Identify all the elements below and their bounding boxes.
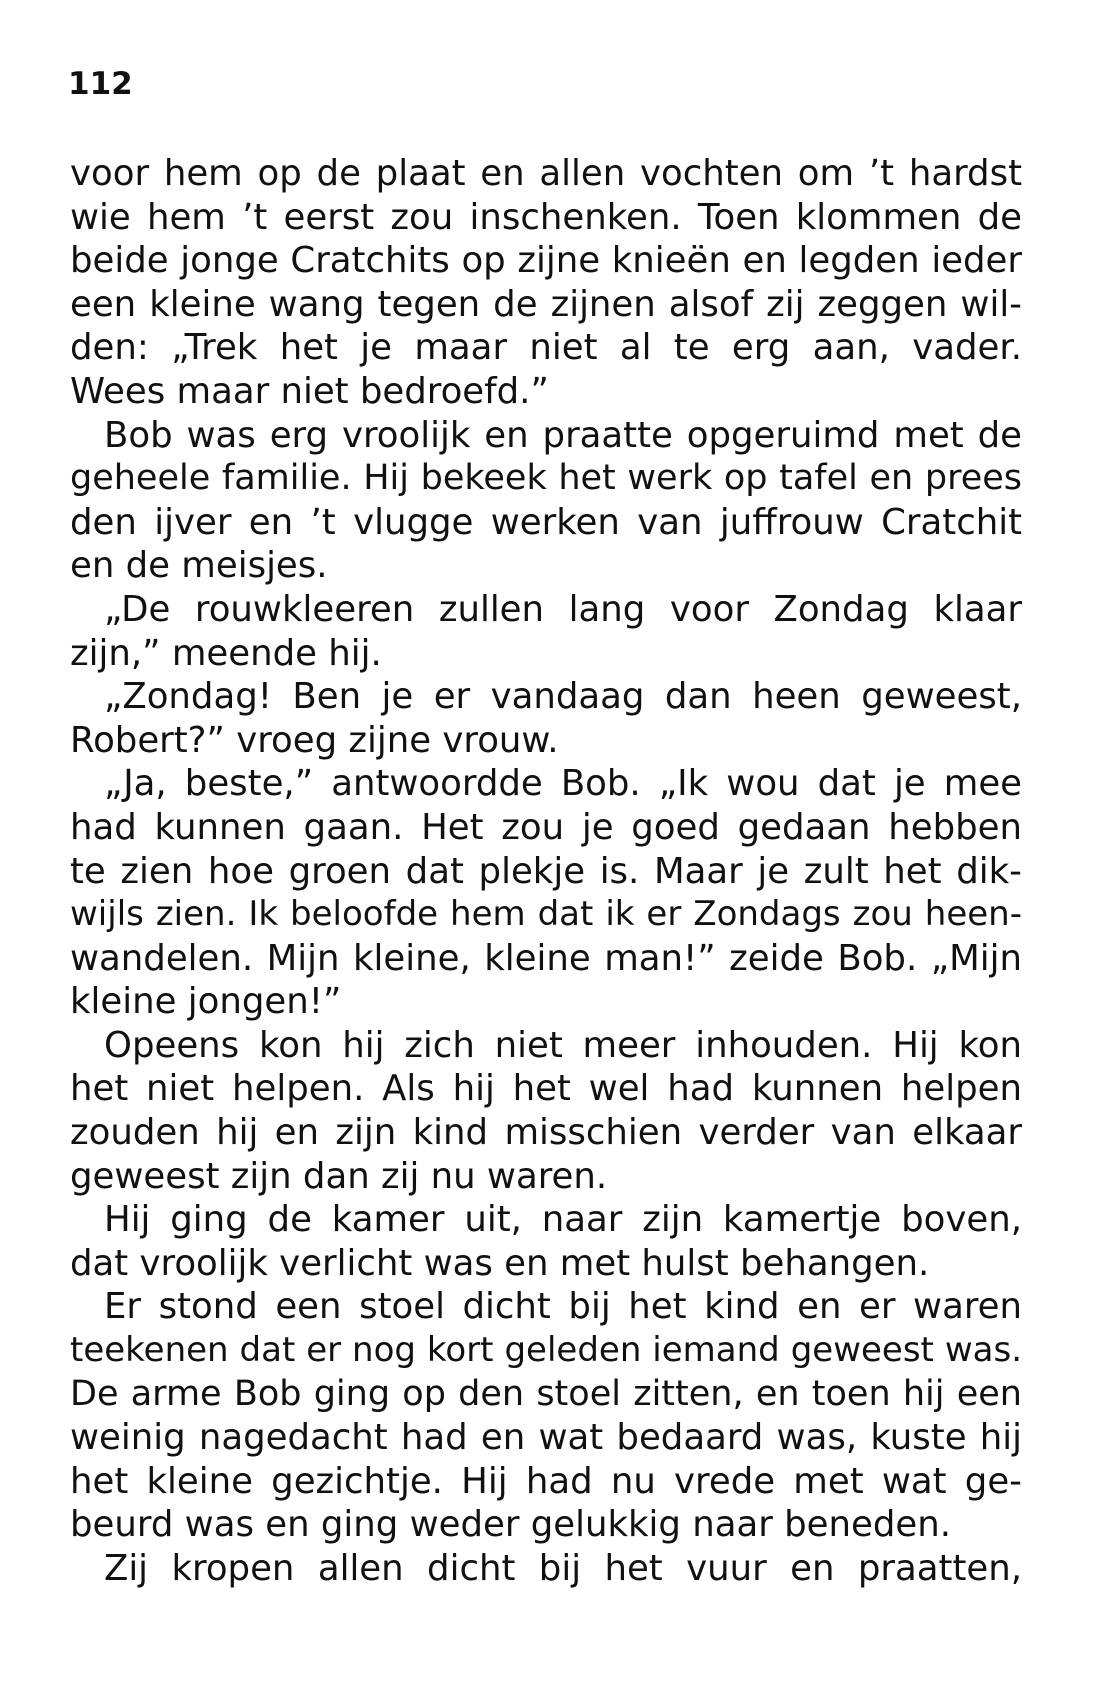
text-line: geheele familie. Hij bekeek het werk op tafel en prees <box>70 458 1022 499</box>
text-line: het kleine gezichtje. Hij had nu vrede met wat ge- <box>70 1460 1022 1502</box>
text-line: den ijver en ’t vlugge werken van juffrouw Cratchit <box>70 501 1022 543</box>
text-line: Opeens kon hij zich niet meer inhouden. Hij kon <box>104 1024 1022 1066</box>
text-line: „Ja, beste,” antwoordde Bob. „Ik wou dat je mee <box>104 763 1022 805</box>
text-line: kleine jongen!” <box>70 981 342 1023</box>
text-line: „Zondag! Ben je er vandaag dan heen geweest, <box>104 676 1022 718</box>
text-line: wandelen. Mijn kleine, kleine man!” zeide Bob. „Mijn <box>70 937 1022 979</box>
text-line: weinig nagedacht had en wat bedaard was, kuste hij <box>70 1417 1022 1459</box>
text-line: dat vroolijk verlicht was en met hulst behangen. <box>70 1242 930 1284</box>
text-line: Zij kropen allen dicht bij het vuur en praatten, <box>104 1548 1022 1589</box>
text-line: voor hem op de plaat en allen vochten om ’t hardst <box>70 153 1022 194</box>
text-line: te zien hoe groen dat plekje is. Maar je zult het dik- <box>70 850 1022 892</box>
text-line: had kunnen gaan. Het zou je goed gedaan hebben <box>70 806 1022 848</box>
body-text <box>70 152 1022 1591</box>
text-line: beurd was en ging weder gelukkig naar beneden. <box>70 1504 951 1546</box>
text-line: Bob was erg vroolijk en praatte opgeruimd met de <box>104 414 1022 456</box>
page-number: 112 <box>68 66 133 102</box>
text-line: „De rouwkleeren zullen lang voor Zondag klaar <box>104 588 1022 630</box>
text-line: en de meisjes. <box>70 545 328 587</box>
text-line: Wees maar niet bedroefd.” <box>70 370 549 412</box>
text-line: den: „Trek het je maar niet al te erg aan, vader. <box>70 327 1022 369</box>
text-line: De arme Bob ging op den stoel zitten, en toen hij een <box>70 1373 1022 1414</box>
text-line: wie hem ’t eerst zou inschenken. Toen klommen de <box>70 196 1022 238</box>
text-line: zouden hij en zijn kind misschien verder van elkaar <box>70 1112 1022 1154</box>
text-line: wijls zien. Ik beloofde hem dat ik er Zondags zou heen- <box>70 894 1022 935</box>
text-line: teekenen dat er nog kort geleden iemand geweest was. <box>70 1330 1022 1371</box>
text-line: een kleine wang tegen de zijnen alsof zij zeggen wil- <box>70 283 1022 325</box>
text-line: zijn,” meende hij. <box>70 632 382 674</box>
text-line: geweest zijn dan zij nu waren. <box>70 1155 608 1197</box>
text-line: Robert?” vroeg zijne vrouw. <box>70 719 559 761</box>
text-line: het niet helpen. Als hij het wel had kunnen helpen <box>70 1068 1022 1110</box>
text-line: Er stond een stoel dicht bij het kind en er waren <box>104 1286 1022 1328</box>
text-line: Hij ging de kamer uit, naar zijn kamertje boven, <box>104 1199 1022 1241</box>
text-line: beide jonge Cratchits op zijne knieën en legden ieder <box>70 240 1022 282</box>
